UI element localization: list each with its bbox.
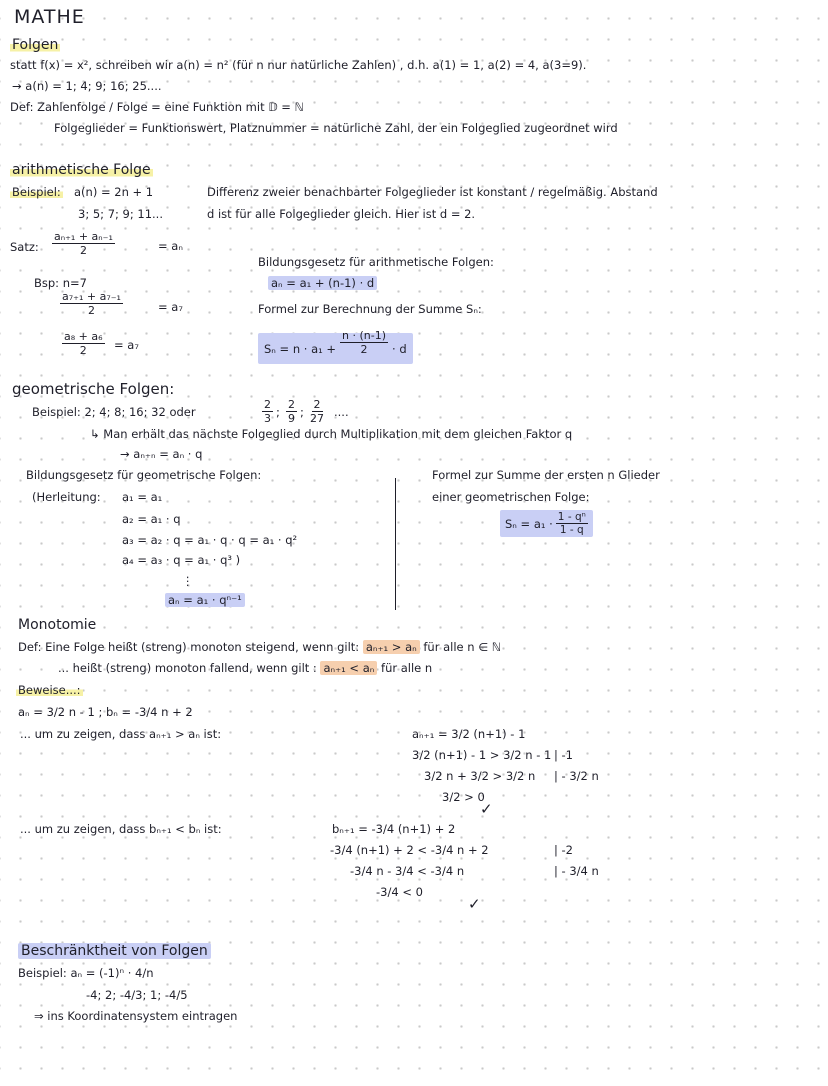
mono-check1: ✓ [480,800,493,818]
geo-arrow-formula: → aₙ₊ₙ = aₙ · q [120,447,203,461]
geo-h5: ⋮ [182,574,194,588]
mono-zeigen1: ... um zu zeigen, dass aₙ₊₁ > aₙ ist: [20,727,222,741]
mono-p3: 3/2 n + 3/2 > 3/2 n [424,769,536,783]
geo-herleitung-label: (Herleitung: [32,490,101,504]
heading-mono: Monotomie [18,617,97,633]
arith-summe-den: 2 [360,343,368,356]
mono-p2: 3/2 (n+1) - 1 > 3/2 n - 1 [412,748,552,762]
geo-sep1: ; [276,405,280,419]
bsp-num2: a₈ + a₆ [64,330,103,343]
arith-beispiel-formula: a(n) = 2n + 1 [74,185,154,199]
geo-sn-formula [500,510,593,537]
geo-frac3-den: 27 [310,412,324,425]
arith-diff2: d ist für alle Folgeglieder gleich. Hier ist d = 2. [207,207,476,221]
arith-summe-right: · d [392,341,407,356]
arith-summe-left: Sₙ = n · a₁ + [264,341,337,356]
satz-fraction [52,230,115,257]
mono-p4: 3/2 > 0 [442,790,485,804]
geo-h4: a₄ = a₃ · q = a₁ · q³ ) [122,553,241,567]
geo-h6: aₙ = a₁ · qⁿ⁻¹ [165,593,245,607]
satz-den: 2 [79,244,87,257]
folgen-line1: statt f(x) = x², schreiben wir a(n) = n² (für n nur natürliche Zahlen) , d.h. a(1) = 1, a(2) = 4, a(3=9). [10,58,587,72]
mono-op2: | - 3/2 n [554,769,599,783]
mono-q2: -3/4 (n+1) + 2 < -3/4 n + 2 [330,843,489,857]
bsp-res2: = a₇ [114,338,139,352]
geo-h1: a₁ = a₁ [122,490,163,504]
heading-folgen: Folgen [12,37,59,53]
bsp-den2: 2 [79,344,87,357]
mono-op1: | -1 [554,748,573,762]
mono-q3: -3/4 n - 3/4 < -3/4 n [350,864,465,878]
geo-frac2-den: 9 [288,412,295,425]
mono-def2-b: für alle n [381,661,433,675]
geo-h2: a₂ = a₁ · q [122,512,181,526]
geo-arrow-text: ↳ Man erhält das nächste Folgeglied durch Multiplikation mit dem gleichen Faktor q [90,427,573,441]
bsp-res1: = a₇ [158,300,183,314]
folgen-def2: Folgeglieder = Funktionswert, Platznummer = natürliche Zahl, der ein Folgeglied zugeordnet wird [54,121,618,135]
satz-label: Satz: [10,240,39,254]
beschr-beispiel: Beispiel: aₙ = (-1)ⁿ · 4/n [18,966,154,980]
folgen-line2: → a(n) = 1; 4; 9; 16; 25.... [12,79,162,93]
bsp-fraction1 [60,290,123,317]
heading-beschr: Beschränktheit von Folgen [18,943,211,959]
divider-line [395,478,396,610]
mono-check2: ✓ [468,895,481,913]
geo-frac3-num: 2 [313,398,321,411]
arith-summe-formula [258,329,413,364]
mono-def2-a: ... heißt (streng) monoton fallend, wenn gilt : [58,661,317,675]
folgen-def1: Def: Zahlenfolge / Folge = eine Funktion mit 𝔻 = ℕ [10,100,304,114]
bsp-num1: a₇₊₁ + a₇₋₁ [62,290,121,303]
geo-beispiel: Beispiel: 2; 4; 8; 16; 32 oder [32,405,196,419]
bsp-den1: 2 [87,304,95,317]
geo-bildung-label: Bildungsgesetz für geometrische Folgen: [26,468,262,482]
arith-beispiel-values: 3; 5; 7; 9; 11... [78,207,163,221]
page-title: MATHE [14,6,85,28]
mono-beweise: Beweise...: [18,683,81,697]
mono-p1: aₙ₊₁ = 3/2 (n+1) - 1 [412,727,526,741]
mono-def1-b: für alle n ∈ ℕ [423,640,502,654]
geo-h3: a₃ = a₂ · q = a₁ · q · q = a₁ · q² [122,533,298,547]
mono-q1: bₙ₊₁ = -3/4 (n+1) + 2 [332,822,456,836]
mono-zeigen2: ... um zu zeigen, dass bₙ₊₁ < bₙ ist: [20,822,222,836]
mono-def1-hl: aₙ₊₁ > aₙ [363,640,420,654]
bsp-fraction2 [62,330,105,357]
heading-arith: arithmetische Folge [12,162,151,178]
heading-geo: geometrische Folgen: [12,380,175,398]
geo-summe1: Formel zur Summe der ersten n Glieder [432,468,660,482]
geo-sn-left: Sₙ = a₁ · [505,516,553,531]
geo-frac2-num: 2 [288,398,295,411]
arith-bildung-label: Bildungsgesetz für arithmetische Folgen: [258,255,494,269]
mono-q4: -3/4 < 0 [376,885,423,899]
bsp-label: Bsp: n=7 [34,276,87,290]
geo-sn-den: 1 - q [559,524,584,536]
satz-result: = aₙ [158,239,183,253]
beschr-values: -4; 2; -4/3; 1; -4/5 [86,988,188,1002]
geo-frac1 [262,398,273,425]
geo-sep2: ; [300,405,304,419]
geo-frac1-num: 2 [264,398,271,411]
geo-dots: .... [334,405,349,419]
mono-def2-hl: aₙ₊₁ < aₙ [320,661,377,675]
arith-bildung-formula: aₙ = a₁ + (n-1) · d [268,276,377,290]
satz-num: aₙ₊₁ + aₙ₋₁ [54,230,113,243]
beschr-arrow: ⇒ ins Koordinatensystem eintragen [34,1009,238,1023]
mono-def1-a: Def: Eine Folge heißt (streng) monoton steigend, wenn gilt: [18,640,360,654]
geo-frac1-den: 3 [264,412,271,425]
geo-summe2: einer geometrischen Folge: [432,490,590,504]
geo-frac3 [308,398,326,425]
mono-defs: aₙ = 3/2 n - 1 ; bₙ = -3/4 n + 2 [18,705,193,719]
arith-beispiel-label: Beispiel: [12,185,61,199]
mono-oq2: | - 3/4 n [554,864,599,878]
arith-summe-num: n · (n-1) [342,329,387,342]
geo-sn-num: 1 - qⁿ [557,511,586,523]
geo-frac2 [286,398,297,425]
arith-diff1: Differenz zweier benachbarter Folgeglieder ist konstant / regelmäßig. Abstand [207,185,658,199]
arith-summe-label: Formel zur Berechnung der Summe Sₙ: [258,302,482,316]
mono-oq1: | -2 [554,843,573,857]
